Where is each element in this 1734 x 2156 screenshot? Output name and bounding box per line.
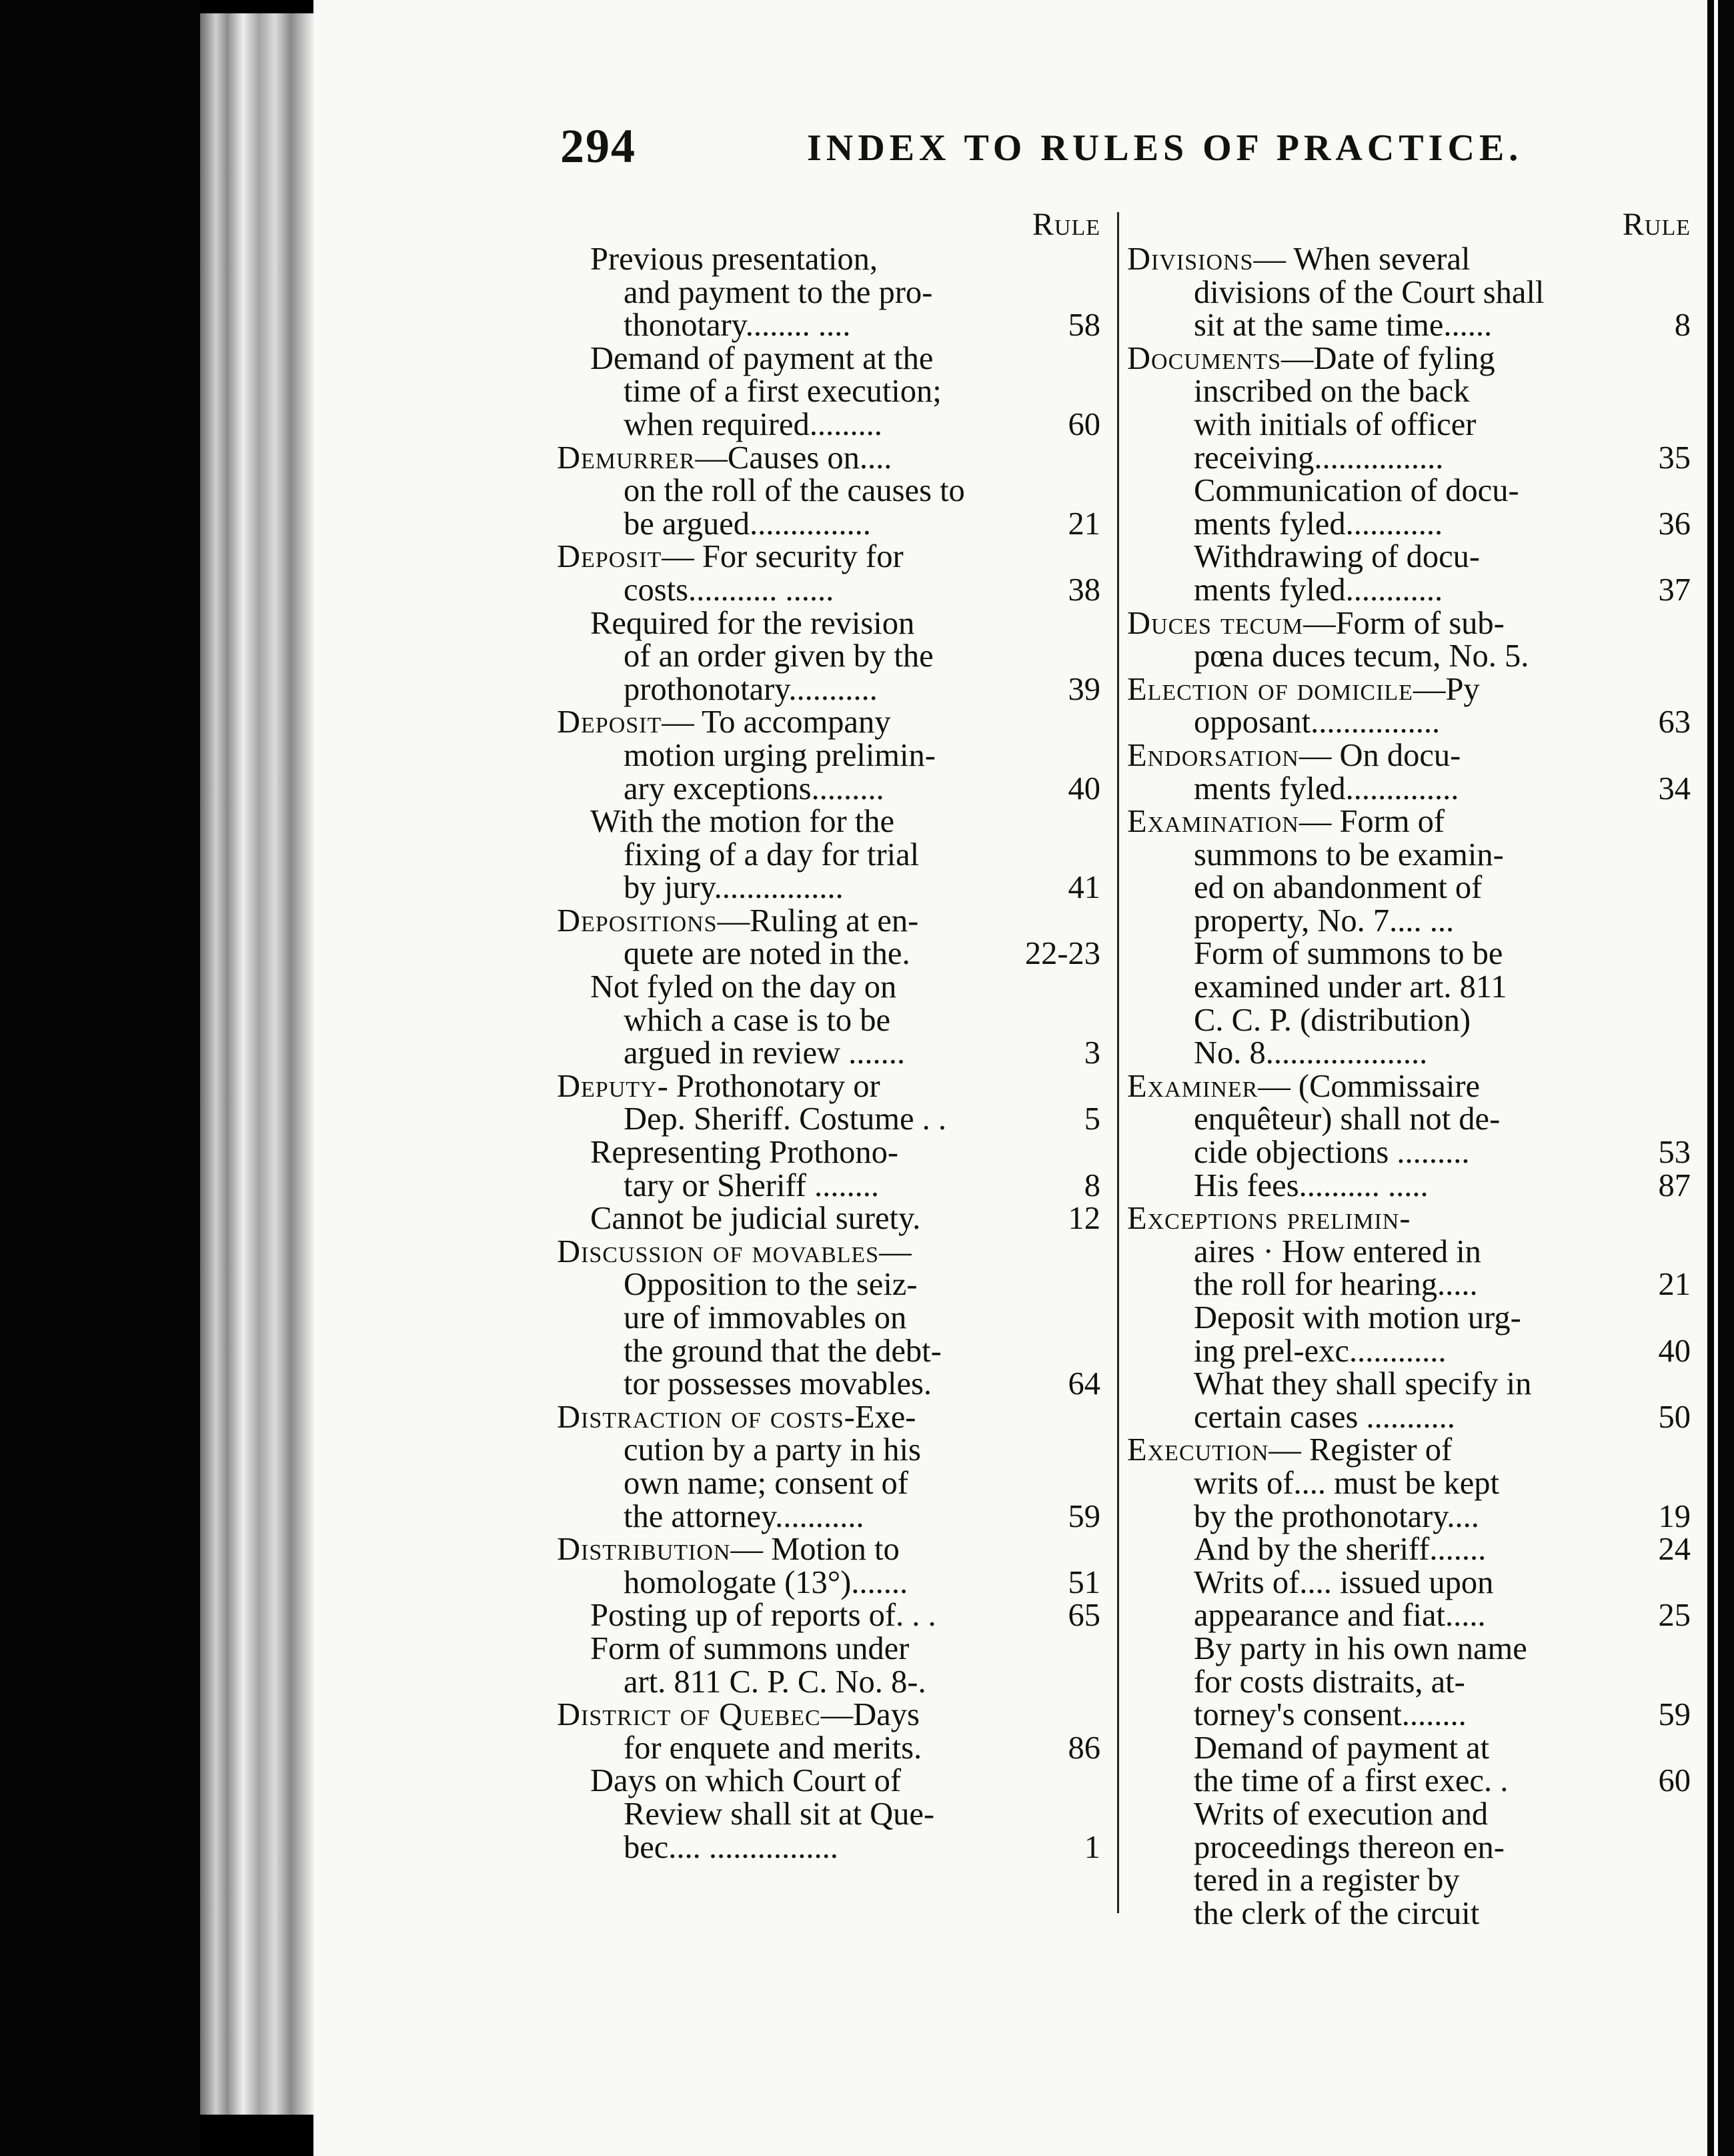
index-line: [1127, 739, 1691, 772]
rule-number: 22-23: [1024, 936, 1100, 972]
index-text: ure of immovables on: [624, 1300, 907, 1335]
index-heading: Endorsation: [1127, 737, 1299, 773]
index-text: on the roll of the causes to: [624, 473, 965, 509]
index-text: Posting up of reports of. . .: [590, 1598, 936, 1634]
index-line: [1127, 1434, 1691, 1467]
index-line: [1127, 342, 1691, 376]
rule-number: 8: [1674, 308, 1691, 344]
rule-number: 53: [1658, 1135, 1691, 1171]
index-text: ments fyled..............: [1194, 770, 1459, 806]
index-heading: Deposit: [557, 704, 662, 740]
index-line: [1127, 1070, 1691, 1103]
index-line: [1127, 1566, 1691, 1600]
index-text: —Days: [820, 1697, 920, 1733]
rule-number: 34: [1658, 770, 1691, 806]
index-text: certain cases ...........: [1194, 1399, 1455, 1435]
index-text: Previous presentation,: [590, 241, 878, 277]
index-heading: Exceptions prelimin-: [1127, 1201, 1411, 1237]
rule-number: 39: [1068, 671, 1100, 707]
index-line: [557, 1301, 1100, 1335]
index-line: [557, 839, 1100, 872]
index-line: [557, 871, 1100, 905]
rule-number: 86: [1068, 1730, 1100, 1766]
index-line: [557, 1434, 1100, 1467]
index-line: [557, 937, 1100, 971]
index-line: [557, 276, 1100, 310]
index-line: [557, 1798, 1100, 1831]
index-text: And by the sheriff.......: [1194, 1532, 1487, 1568]
index-text: the clerk of the circuit: [1194, 1895, 1480, 1931]
index-text: art. 811 C. P. C. No. 8-.: [624, 1664, 926, 1700]
rule-number: 19: [1658, 1498, 1691, 1534]
index-line: [557, 1401, 1100, 1434]
index-line: [557, 408, 1100, 442]
rule-number: 21: [1658, 1267, 1691, 1303]
rule-number: 40: [1068, 770, 1100, 806]
index-text: ary exceptions.........: [624, 770, 884, 806]
index-text: quete are noted in the.: [624, 936, 910, 972]
index-text: opposant................: [1194, 704, 1441, 740]
index-text: pœna duces tecum, No. 5.: [1194, 638, 1529, 674]
index-text: With the motion for the: [590, 804, 895, 840]
index-column-left: [557, 207, 1100, 1864]
index-line: [557, 1666, 1100, 1699]
index-text: Required for the revision: [590, 605, 915, 641]
index-line: [1127, 1004, 1691, 1037]
index-text: What they shall specify in: [1194, 1366, 1532, 1402]
index-text: be argued...............: [624, 506, 871, 542]
index-line: [1127, 673, 1691, 706]
rule-number: 87: [1658, 1167, 1691, 1203]
index-text: for enquete and merits.: [624, 1730, 922, 1766]
index-heading: Depositions: [557, 903, 718, 939]
index-text: — Form of: [1298, 804, 1445, 840]
index-text: Communication of docu-: [1194, 473, 1519, 509]
index-line: [557, 739, 1100, 772]
index-line: [557, 971, 1100, 1004]
index-line: [557, 640, 1100, 673]
index-line: [557, 1037, 1100, 1070]
index-line: [557, 540, 1100, 574]
scan-dark-margin: [0, 0, 200, 2156]
index-line: [1127, 1632, 1691, 1666]
page-number: 294: [560, 119, 636, 173]
index-line: [557, 1698, 1100, 1732]
index-text: and payment to the pro-: [624, 274, 933, 310]
index-line: [1127, 574, 1691, 607]
index-line: [557, 1335, 1100, 1368]
index-text: -Exe-: [844, 1399, 916, 1435]
index-line: [557, 375, 1100, 408]
index-text: C. C. P. (distribution): [1194, 1002, 1471, 1038]
index-line: [1127, 540, 1691, 574]
index-text: when required.........: [624, 406, 882, 442]
index-text: own name; consent of: [624, 1465, 908, 1501]
index-line: [1127, 1798, 1691, 1831]
rule-number: 8: [1084, 1167, 1100, 1203]
index-line: [1127, 839, 1691, 872]
index-text: Not fyled on the day on: [590, 969, 897, 1005]
rule-number: 40: [1658, 1333, 1691, 1369]
rule-number: 24: [1658, 1532, 1691, 1568]
index-line: [557, 673, 1100, 706]
index-line: [557, 1368, 1100, 1401]
index-line: [557, 1533, 1100, 1566]
index-heading: Documents: [1127, 340, 1282, 376]
rule-number: 41: [1068, 870, 1100, 906]
index-line: [557, 342, 1100, 376]
index-line: [1127, 1268, 1691, 1301]
index-line: [557, 474, 1100, 508]
rule-number: 59: [1068, 1498, 1100, 1534]
index-line: [557, 1202, 1100, 1235]
index-line: [1127, 706, 1691, 739]
index-text: Writs of.... issued upon: [1194, 1564, 1494, 1600]
index-heading: Examiner: [1127, 1068, 1258, 1104]
index-line: [1127, 408, 1691, 442]
index-text: examined under art. 811: [1194, 969, 1507, 1005]
index-line: [1127, 937, 1691, 971]
index-line: [557, 1500, 1100, 1534]
rule-number: 36: [1658, 506, 1691, 542]
index-text: Dep. Sheriff. Costume . .: [624, 1101, 947, 1137]
index-entries: [1127, 243, 1691, 1930]
index-text: time of a first execution;: [624, 374, 942, 410]
index-line: [1127, 1467, 1691, 1500]
index-heading: Demurrer: [557, 440, 696, 476]
index-text: for costs distraits, at-: [1194, 1664, 1465, 1700]
index-text: tor possesses movables.: [624, 1366, 932, 1402]
index-text: prothonotary...........: [624, 671, 878, 707]
index-heading: Divisions: [1127, 241, 1254, 277]
index-line: [1127, 1897, 1691, 1931]
index-heading: Distraction of costs: [557, 1399, 844, 1435]
rule-number: 12: [1068, 1201, 1100, 1237]
index-text: sit at the same time......: [1194, 308, 1493, 344]
index-text: Writs of execution and: [1194, 1796, 1489, 1832]
index-line: [1127, 1732, 1691, 1765]
index-line: [557, 1764, 1100, 1798]
index-text: receiving................: [1194, 440, 1444, 476]
index-text: — (Commissaire: [1258, 1068, 1481, 1104]
index-text: ed on abandonment of: [1194, 870, 1483, 906]
index-text: cide objections .........: [1194, 1135, 1470, 1171]
index-text: Demand of payment at the: [590, 340, 934, 376]
index-text: —Date of fyling: [1281, 340, 1495, 376]
index-text: ments fyled............: [1194, 506, 1443, 542]
column-divider: [1117, 212, 1119, 1913]
rule-column-label: Rule: [1622, 207, 1691, 242]
index-text: Opposition to the seiz-: [624, 1267, 918, 1303]
index-line: [1127, 243, 1691, 276]
index-line: [1127, 607, 1691, 640]
index-text: inscribed on the back: [1194, 374, 1470, 410]
index-line: [1127, 1500, 1691, 1534]
index-line: [1127, 1698, 1691, 1732]
rule-number: 35: [1658, 440, 1691, 476]
scan-right-margin: [1707, 0, 1734, 2156]
index-line: [557, 1235, 1100, 1269]
index-text: enquêteur) shall not de-: [1194, 1101, 1501, 1137]
index-text: the roll for hearing.....: [1194, 1267, 1478, 1303]
index-text: aires · How entered in: [1194, 1233, 1481, 1269]
index-heading: Distribution: [557, 1532, 731, 1568]
index-line: [1127, 1764, 1691, 1798]
index-line: [1127, 905, 1691, 938]
index-text: By party in his own name: [1194, 1630, 1527, 1666]
index-text: — When several: [1253, 241, 1471, 277]
index-text: Representing Prothono-: [590, 1135, 899, 1171]
index-text: property, No. 7.... ...: [1194, 903, 1455, 939]
index-text: —Py: [1413, 671, 1480, 707]
index-text: the attorney...........: [624, 1498, 864, 1534]
index-entries: [557, 243, 1100, 1864]
rule-number: 38: [1068, 572, 1100, 608]
index-line: [557, 1467, 1100, 1500]
index-line: [557, 508, 1100, 541]
index-heading: District of Quebec: [557, 1697, 821, 1733]
index-text: the ground that the debt-: [624, 1333, 942, 1369]
index-line: [557, 1599, 1100, 1632]
index-text: thonotary........ ....: [624, 308, 851, 344]
index-text: proceedings thereon en-: [1194, 1829, 1505, 1865]
index-heading: Election of domicile: [1127, 671, 1413, 707]
index-text: divisions of the Court shall: [1194, 274, 1545, 310]
index-line: [1127, 1169, 1691, 1203]
index-text: cution by a party in his: [624, 1432, 921, 1468]
rule-number: 21: [1068, 506, 1100, 542]
index-text: —Form of sub-: [1303, 605, 1505, 641]
rule-number: 59: [1658, 1697, 1691, 1733]
index-text: — Motion to: [730, 1532, 900, 1568]
index-line: [1127, 1301, 1691, 1335]
index-line: [1127, 1202, 1691, 1235]
index-text: —: [879, 1233, 912, 1269]
rule-number: 50: [1658, 1399, 1691, 1435]
rule-number: 58: [1068, 308, 1100, 344]
index-text: fixing of a day for trial: [624, 837, 920, 873]
index-text: tered in a register by: [1194, 1862, 1460, 1899]
index-line: [557, 1831, 1100, 1864]
rule-number: 37: [1658, 572, 1691, 608]
index-text: Form of summons under: [590, 1630, 910, 1666]
index-line: [1127, 1533, 1691, 1566]
index-line: [557, 1566, 1100, 1600]
rule-number: 3: [1084, 1035, 1100, 1071]
index-text: Demand of payment at: [1194, 1730, 1490, 1766]
index-heading: Deputy: [557, 1068, 658, 1104]
index-line: [557, 772, 1100, 806]
index-line: [557, 1732, 1100, 1765]
index-line: [557, 574, 1100, 607]
index-text: torney's consent........: [1194, 1697, 1467, 1733]
index-text: which a case is to be: [624, 1002, 890, 1038]
index-line: [557, 243, 1100, 276]
index-line: [1127, 1235, 1691, 1269]
index-line: [557, 805, 1100, 839]
index-line: [1127, 640, 1691, 673]
index-line: [1127, 276, 1691, 310]
index-line: [557, 905, 1100, 938]
index-text: — Register of: [1268, 1432, 1453, 1468]
index-text: tary or Sheriff ........: [624, 1167, 879, 1203]
index-line: [557, 1136, 1100, 1169]
index-text: Withdrawing of docu-: [1194, 539, 1481, 575]
index-text: writs of.... must be kept: [1194, 1465, 1500, 1501]
index-text: Review shall sit at Que-: [624, 1796, 935, 1832]
index-line: [557, 1070, 1100, 1103]
index-line: [1127, 375, 1691, 408]
index-text: the time of a first exec. .: [1194, 1763, 1509, 1799]
running-head: INDEX TO RULES OF PRACTICE.: [807, 127, 1523, 169]
index-text: ing prel-exc............: [1194, 1333, 1447, 1369]
index-line: [1127, 772, 1691, 806]
rule-number: 1: [1084, 1829, 1100, 1865]
index-text: No. 8....................: [1194, 1035, 1428, 1071]
index-line: [1127, 805, 1691, 839]
book-page-edges: [200, 13, 313, 2115]
index-text: homologate (13°).......: [624, 1564, 908, 1600]
index-text: argued in review .......: [624, 1035, 906, 1071]
index-text: Days on which Court of: [590, 1763, 902, 1799]
index-line: [557, 442, 1100, 475]
index-text: —Causes on....: [695, 440, 892, 476]
index-line: [1127, 309, 1691, 342]
index-text: appearance and fiat.....: [1194, 1598, 1486, 1634]
index-line: [1127, 1864, 1691, 1897]
index-line: [557, 706, 1100, 739]
index-line: [1127, 474, 1691, 508]
index-text: bec.... ................: [624, 1829, 838, 1865]
index-line: [1127, 1103, 1691, 1136]
index-text: His fees.......... .....: [1194, 1167, 1429, 1203]
index-text: ments fyled............: [1194, 572, 1443, 608]
index-line: [557, 1004, 1100, 1037]
index-line: [1127, 971, 1691, 1004]
index-line: [557, 1268, 1100, 1301]
index-line: [557, 607, 1100, 640]
index-text: by the prothonotary....: [1194, 1498, 1479, 1534]
index-text: of an order given by the: [624, 638, 934, 674]
index-line: [557, 1103, 1100, 1136]
index-text: Form of summons to be: [1194, 936, 1503, 972]
index-text: — On docu-: [1298, 737, 1461, 773]
index-text: with initials of officer: [1194, 406, 1477, 442]
index-line: [1127, 442, 1691, 475]
index-line: [557, 1169, 1100, 1203]
index-line: [1127, 1666, 1691, 1699]
index-text: — For security for: [662, 539, 904, 575]
index-text: —Ruling at en-: [717, 903, 919, 939]
index-text: by jury................: [624, 870, 844, 906]
index-heading: Deposit: [557, 539, 662, 575]
index-line: [1127, 1599, 1691, 1632]
index-line: [557, 1632, 1100, 1666]
rule-number: 5: [1084, 1101, 1100, 1137]
index-text: - Prothonotary or: [657, 1068, 880, 1104]
index-column-right: [1127, 207, 1691, 1930]
index-text: — To accompany: [662, 704, 891, 740]
rule-number: 63: [1658, 704, 1691, 740]
rule-number: 64: [1068, 1366, 1100, 1402]
rule-number: 51: [1068, 1564, 1100, 1600]
index-heading: Discussion of movables: [557, 1233, 880, 1269]
index-text: Deposit with motion urg-: [1194, 1300, 1521, 1335]
index-heading: Duces tecum: [1127, 605, 1304, 641]
index-line: [1127, 1368, 1691, 1401]
index-text: summons to be examin-: [1194, 837, 1504, 873]
rule-number: 60: [1658, 1763, 1691, 1799]
index-line: [1127, 1335, 1691, 1368]
index-line: [1127, 1401, 1691, 1434]
rule-number: 25: [1658, 1598, 1691, 1634]
index-heading: Examination: [1127, 804, 1299, 840]
index-line: [1127, 871, 1691, 905]
rule-column-label: Rule: [1032, 207, 1100, 242]
index-line: [1127, 1831, 1691, 1864]
index-text: motion urging prelimin-: [624, 737, 936, 773]
index-text: Cannot be judicial surety.: [590, 1201, 921, 1237]
index-line: [557, 309, 1100, 342]
index-line: [1127, 1037, 1691, 1070]
rule-number: 65: [1068, 1598, 1100, 1634]
index-heading: Execution: [1127, 1432, 1269, 1468]
index-line: [1127, 1136, 1691, 1169]
index-line: [1127, 508, 1691, 541]
index-text: costs........... ......: [624, 572, 834, 608]
rule-number: 60: [1068, 406, 1100, 442]
